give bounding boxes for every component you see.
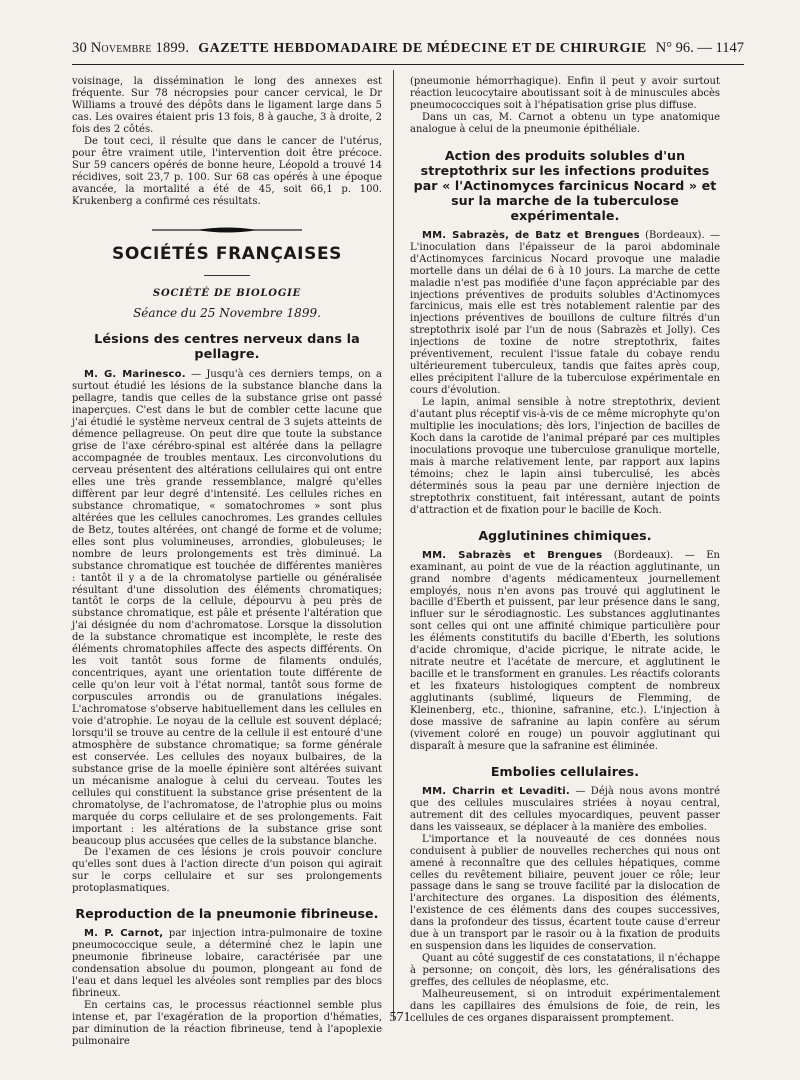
- ornament-rule-icon: [152, 225, 302, 235]
- running-header: [72, 40, 744, 62]
- paragraph: voisinage, la dissémination le long des annexes est fréquente. Sur 78 nécropsies pour cancer cervical, le Dr Williams a trouvé des dépôts dans le ligament large dans 5 cas. Les ovaires étaient pris 13 fois, 8 à gauche, 3 à droite, 2 fois des 2 côtés.: [72, 76, 382, 135]
- author-name: MM. Charrin et Levaditi.: [422, 785, 570, 797]
- header-rule: [72, 64, 744, 65]
- author-name: MM. Sabrazès et Brengues: [422, 549, 603, 561]
- short-rule: [204, 275, 250, 276]
- article-text: — Jusqu'à ces derniers temps, on a surtout étudié les lésions de la substance blanche dans la pellagre, tandis que celles de la substance grise ont passé inaperçues. C'est dans le but de combler cette lacune que j'ai étudié le système nerveux central de 3 sujets atteints de démence pellagreuse. On peut dire que toute la substance grise de l'axe cérébro-spinal est altérée dans la pellagre accompagnée de troubles mentaux. Les circonvolutions du cerveau présentent des altérations cellulaires qui ont entre elles une très grande ressemblance, malgré qu'elles diffèrent par leur degré d'intensité. Les cellules riches en substance chromatique, « somatochromes » sont plus altérées que les cellules canochromes. Les grandes cellules de Betz, toutes altérées, ont changé de forme et de volume; elles sont plus volumineuses, arrondies, globuleuses; le nombre de leurs prolongements est très diminué. La substance chromatique est touchée de différentes manières : tantôt il y a de la chromatolyse partielle ou généralisée résultant d'une dissolution des éléments chromatiques; tantôt le corps de la cellule, dépourvu à peu près de substance chromatique, est pâle et présente l'altération que j'ai désignée du nom d'achromatose. Lorsque la dissolution de la substance chromatique est incomplète, le reste des éléments chromatophiles affecte des aspects différents. On les voit tantôt sous forme de filaments ondulés, concentriques, ayant une orientation toute différente de celle qu'on leur voit à l'état normal, tantôt sous forme de corpuscules arrondis ou de granulations inégales. L'achromatose s'observe habituellement dans les cellules en voie d'atrophie. Le noyau de la cellule est souvent déplacé; lorsqu'il se trouve au centre de la cellule il est entouré d'une atmosphère de substance chromatique; sa forme générale est conservée. Les cellules des noyaux bulbaires, de la substance grise de la moelle épinière sont altérées suivant un mécanisme analogue à celui du cerveau. Toutes les cellules qui constituent la substance grise présentent de la chromatolyse, de l'achromatose, de l'atrophie plus ou moins marquée du corps cellulaire et de ses prolongements. Fait important : les altérations de la substance grise sont beaucoup plus accusées que celles de la substance blanche.: [72, 369, 382, 847]
- society-name: SOCIÉTÉ DE BIOLOGIE: [152, 288, 302, 300]
- paragraph: Malheureusement, si on introduit expérimentalement dans les capillaires des émulsions de foie, de rein, les cellules de ces organes disparaissent promptement.: [410, 989, 720, 1024]
- author-name: M. P. Carnot,: [84, 928, 164, 940]
- paragraph: Quant au côté suggestif de ces constatations, il n'échappe à personne; on conçoit, dès lors, les généralisations des greffes, des cellules de néoplasme, etc.: [410, 953, 720, 989]
- paragraph: L'importance et la nouveauté de ces données nous conduisent à publier de nouvelles recherches qui nous ont amené à reconnaître que des cellules hépatiques, comme celles du revêtement biliaire, peuvent jouer ce rôle; leur passage dans le sang se trouve facilité par la dislocation de l'architecture des organes. La disposition des éléments, l'existence de ces éléments dans des coupes successives, dans la profondeur des tissus, écartent toute cause d'erreur due à un transport par le rasoir ou à la fixation de produits en suspension dans les liquides de conservation.: [410, 833, 720, 953]
- folio-number: 571: [389, 1010, 411, 1025]
- article-text: — Déjà nous avons montré que des cellules musculaires striées à noyau central, autrement dit des cellules myocardiques, peuvent passer dans les vaisseaux, se déplacer à la manière des embolies.: [410, 785, 720, 833]
- article-text: par injection intra-pulmonaire de toxine pneumococcique seule, a déterminé chez le lapin une pneumonie fibrineuse lobaire, caractérisée par une condensation absolue du poumon, plongeant au fond de l'eau et dans lequel les alvéoles sont remplies par des blocs fibrineux.: [72, 928, 382, 1000]
- article-heading: Reproduction de la pneumonie fibrineuse.: [75, 906, 379, 922]
- paragraph: Le lapin, animal sensible à notre streptothrix, devient d'autant plus réceptif vis-à-vis de ce même microphyte qu'on multiplie les inoculations; dès lors, l'injection de bacilles de Koch dans la carotide de l'animal préparé par ces multiples inoculations provoque une tuberculose granulique mortelle, mais à marche relativement lente, par rapport aux lapins témoins; chez le lapin ainsi tuberculisé, les abcès déterminés sous la peau par une dernière injection de streptothrix constituent, fait intéressant, autant de points d'attraction et de fixation pour le bacille de Koch.: [410, 397, 720, 516]
- section-title: SOCIÉTÉS FRANÇAISES: [111, 244, 343, 265]
- header-date: 30 Novembre 1899.: [72, 40, 190, 56]
- paragraph: De tout ceci, il résulte que dans le cancer de l'utérus, pour être vraiment utile, l'intervention doit être précoce. Sur 59 cancers opérés de bonne heure, Léopold a trouvé 14 récidives, soit 23,7 p. 100. Sur 68 cas opérés à une époque avancée, la mortalité a été de 45, soit 66,1 p. 100. Krukenberg a confirmé ces résultats.: [72, 135, 382, 207]
- article-heading: Embolies cellulaires.: [490, 763, 640, 779]
- author-name: M. G. Marinesco.: [84, 369, 186, 381]
- journal-title: GAZETTE HEBDOMADAIRE DE MÉDECINE ET DE CHIRURGIE: [198, 41, 647, 56]
- article-text: (Bordeaux). — En examinant, au point de vue de la réaction agglutinante, un grand nombre d'agents médicamenteux journellement employés, nous n'en avons pas trouvé qui agglutinent le bacille d'Eberth et puissent, par leur présence dans le sang, influer sur le sérodiagnostic. Les substances agglutinantes sont celles qui ont une affinité chimique particulière pour les éléments constitutifs du bacille d'Eberth, les solutions d'acide chromique, d'acide picrique, le nitrate acide, le nitrate neutre et l'acétate de mercure, et agglutinent le bacille et le transforment en granules. Les réactifs colorants et les fixateurs histologiques comptent de nombreux agglutinants (sublimé, liqueurs de Flemming, de Kleinenberg, etc., thionine, safranine, etc.). L'injection à dose massive de safranine au lapin confère au sérum (vivement coloré en rouge) un pouvoir agglutinant qui disparaît à mesure que la safranine est éliminée.: [410, 549, 720, 752]
- article-heading: Agglutinines chimiques.: [478, 527, 652, 543]
- article-heading: Lésions des centres nerveux dans la pellagre.: [94, 332, 360, 363]
- article-heading: Action des produits solubles d'un streptothrix sur les infections produites par « l'Actinomyces farcinicus Nocard » et sur la marche de la tuberculose expérimentale.: [413, 147, 717, 223]
- paragraph: (pneumonie hémorrhagique). Enfin il peut y avoir surtout réaction leucocytaire aboutissant soit à de minuscules abcès pneumococciques soit à l'hépatisation grise plus diffuse.: [410, 76, 720, 111]
- issue-page-number: N° 96. — 1147: [655, 40, 744, 56]
- column-divider: [393, 70, 394, 1020]
- article-text: (Bordeaux). — L'inoculation dans l'épaisseur de la paroi abdominale d'Actinomyces farcinicus Nocard provoque une maladie mortelle dans un délai de 6 à 10 jours. La marche de cette maladie n'est pas modifiée d'une façon appréciable par des injections préventives de produits solubles d'Actinomyces farcinicus, mais elle est très notablement ralentie par des injections préventives de bouillons de culture filtrés d'un streptothrix isolé par l'un de nous (Sabrazès et Jolly). Ces injections de toxine de notre streptothrix, faites préventivement, reculent l'issue fatale du cobaye rendu ultérieurement tuberculeux, tandis que faites après coup, elles précipitent l'allure de la tuberculose expérimentale en cours d'évolution.: [410, 229, 720, 397]
- paragraph: De l'examen de ces lésions je crois pouvoir conclure qu'elles sont dues à l'action directe d'un poison qui agirait sur le corps cellulaire et sur ses prolongements protoplasmatiques.: [72, 847, 382, 895]
- session-date: Séance du 25 Novembre 1899.: [133, 306, 321, 321]
- paragraph: Dans un cas, M. Carnot a obtenu un type anatomique analogue à celui de la pneumonie épithéliale.: [410, 111, 720, 135]
- left-column: [72, 76, 382, 1048]
- paragraph: En certains cas, le processus réactionnel semble plus intense et, par l'exagération de la proportion d'hématies, par diminution de la réaction fibrineuse, tend à l'apoplexie pulmonaire: [72, 1000, 382, 1047]
- author-name: MM. Sabrazès, de Batz et Brengues: [422, 229, 640, 241]
- right-column: [410, 76, 720, 1025]
